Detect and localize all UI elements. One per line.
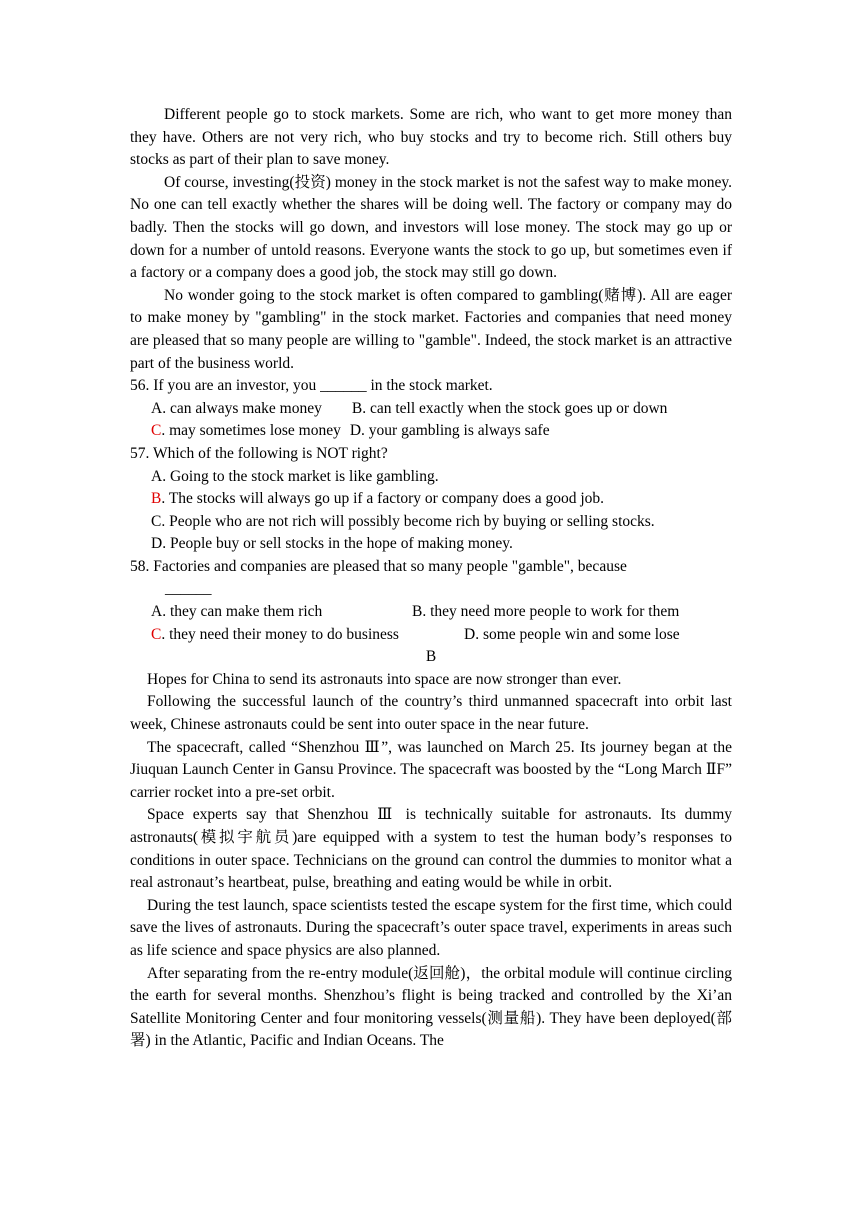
question-57-option-c: C. People who are not rich will possibly become rich by buying or selling stocks.: [151, 512, 655, 530]
question-56-option-c: [151, 420, 341, 443]
question-58-option-d: D. some people win and some lose: [464, 625, 680, 643]
passage-b-paragraph-1: Hopes for China to send its astronauts into space are now stronger than ever.: [147, 670, 622, 688]
question-56-option-a: A. can always make money: [151, 399, 322, 417]
passage-b-paragraph-3: The spacecraft, called “Shenzhou Ⅲ”, was launched on March 25. Its journey began at the Jiuquan Launch Center in Gansu Province. The spacecraft was boosted by the “Long March ⅡF” carrier rocket into a pre-set orbit.: [130, 738, 732, 801]
question-56-option-c-text: . may sometimes lose money: [161, 422, 341, 440]
answer-letter: C: [151, 422, 162, 440]
passage-b-paragraph-6: After separating from the re-entry module(返回舱)，the orbital module will continue circling the earth for several months. Shenzhou’s flight is being tracked and controlled by the Xi’an Satellite Monitoring Center and four monitoring vessels(测量船). They have been deployed(部署) in the Atlantic, Pacific and Indian Oceans. The: [130, 964, 732, 1050]
question-58-options-row-2: [130, 624, 732, 647]
question-56-options-row-1: [130, 398, 732, 421]
question-58-stem: 58. Factories and companies are pleased that so many people "gamble", because: [130, 557, 627, 575]
passage-b-paragraph-4: Space experts say that Shenzhou Ⅲ is technically suitable for astronauts. Its dummy astronauts(模拟宇航员)are equipped with a system to test the human body’s responses to conditions in outer space. Technicians on the ground can control the dummies to monitor what a real astronaut’s heartbeat, pulse, breathing and eating would be while in orbit.: [130, 806, 732, 892]
passage-a-paragraph-2: Of course, investing(投资) money in the stock market is not the safest way to make money. No one can tell exactly whether the shares will be doing well. The factory or company may do badly. Then the stocks will go down, and investors will lose money. The stock may go up or down for a number of untold reasons. Everyone wants the stock to go up, but sometimes even if a factory or a company does a good job, the stock may still go down.: [130, 173, 732, 282]
answer-letter: C: [151, 625, 162, 643]
passage-b-paragraph-2: Following the successful launch of the country’s third unmanned spacecraft into orbit last week, Chinese astronauts could be sent into outer space in the near future.: [130, 693, 732, 734]
passage-a-paragraph-3: No wonder going to the stock market is often compared to gambling(赌博). All are eager to make money by "gambling" in the stock market. Factories and companies that need money are pleased that so many people are willing to "gamble". Indeed, the stock market is an attractive part of the business world.: [130, 286, 732, 372]
question-57-option-b: [130, 488, 732, 511]
question-56-options-row-2: [130, 420, 732, 443]
question-57-option-a: A. Going to the stock market is like gambling.: [151, 467, 439, 485]
passage-a-paragraph-1: Different people go to stock markets. Some are rich, who want to get more money than they have. Others are not very rich, who buy stocks and try to become rich. Still others buy stocks as part of their plan to save money.: [130, 106, 732, 169]
question-58-options-row-1: [130, 601, 732, 624]
section-b-heading: B: [425, 648, 437, 666]
question-57-stem: 57. Which of the following is NOT right?: [130, 444, 388, 462]
question-57-option-d: D. People buy or sell stocks in the hope of making money.: [151, 535, 513, 553]
answer-letter: B: [151, 490, 162, 508]
question-58-blank: ______: [165, 580, 212, 598]
question-56-option-d: D. your gambling is always safe: [349, 422, 550, 440]
question-57-option-b-text: . The stocks will always go up if a factory or company does a good job.: [161, 490, 605, 508]
question-58-option-a: A. they can make them rich: [151, 603, 323, 621]
question-56-stem: 56. If you are an investor, you ______ in the stock market.: [130, 377, 493, 395]
document-page: [130, 104, 732, 1053]
question-56-option-b: B. can tell exactly when the stock goes up or down: [351, 399, 668, 417]
question-58-option-b: B. they need more people to work for them: [412, 603, 680, 621]
question-58-option-c-text: . they need their money to do business: [161, 625, 399, 643]
question-58-option-c: [151, 624, 464, 647]
passage-b-paragraph-5: During the test launch, space scientists tested the escape system for the first time, which could save the lives of astronauts. During the spacecraft’s outer space travel, experiments in areas such as life science and space physics are also planned.: [130, 896, 732, 959]
